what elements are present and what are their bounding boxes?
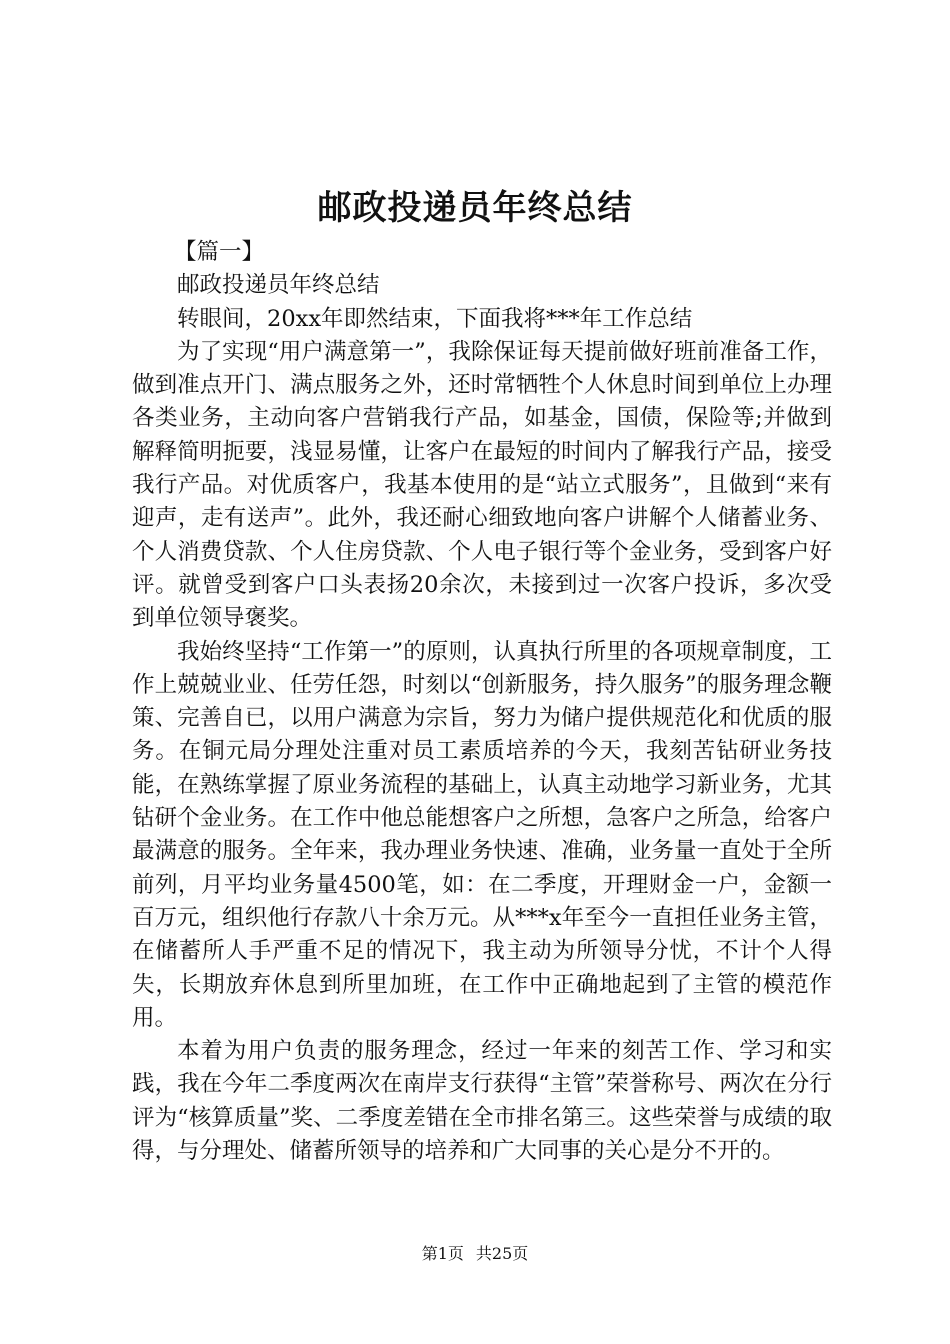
document-body [132,236,832,1168]
paragraph-2: 我始终坚持“工作第一”的原则，认真执行所里的各项规章制度，工作上兢兢业业、任劳任怨，时刻以“创新服务，持久服务”的服务理念鞭策、完善自已，以用户满意为宗旨，努力为储户提供规范化和优质的服务。在铜元局分理处注重对员工素质培养的今天，我刻苦钻研业务技能，在熟练掌握了原业务流程的基础上，认真主动地学习新业务，尤其钻研个金业务。在工作中他总能想客户之所想，急客户之所急，给客户最满意的服务。全年来，我办理业务快速、准确，业务量一直处于全所前列，月平均业务量4500笔，如：在二季度，开理财金一户，金额一百万元，组织他行存款八十余万元。从***x年至今一直担任业务主管，在储蓄所人手严重不足的情况下，我主动为所领导分忧，不计个人得失，长期放弃休息到所里加班，在工作中正确地起到了主管的模范作用。 [132,638,832,1031]
page-number: 第1页 [421,1244,464,1263]
paragraph-3: 本着为用户负责的服务理念，经过一年来的刻苦工作、学习和实践，我在今年二季度两次在南岸支行获得“主管”荣誉称号、两次在分行评为“核算质量”奖、二季度差错在全市排名第三。这些荣誉与成绩的取得，与分理处、储蓄所领导的培养和广大同事的关心是分不开的。 [132,1038,832,1165]
document-title: 邮政投递员年终总结 [317,188,633,228]
section-label: 【篇一】 [174,239,265,265]
page-footer [0,1242,950,1266]
paragraph-1: 为了实现“用户满意第一”，我除保证每天提前做好班前准备工作，做到准点开门、满点服务之外，还时常牺牲个人休息时间到单位上办理各类业务，主动向客户营销我行产品，如基金，国债，保险等;并做到解释简明扼要，浅显易懂，让客户在最短的时间内了解我行产品，接受我行产品。对优质客户，我基本使用的是“站立式服务”，且做到“来有迎声，走有送声”。此外，我还耐心细致地向客户讲解个人储蓄业务、个人消费贷款、个人住房贷款、个人电子银行等个金业务，受到客户好评。就曾受到客户口头表扬20余次，未接到过一次客户投诉，多次受到单位领导褒奖。 [132,338,832,632]
document-subtitle: 邮政投递员年终总结 [177,272,380,299]
intro-line: 转眼间，20xx年即然结束，下面我将***年工作总结 [177,305,693,332]
page-total: 共25页 [475,1244,529,1263]
